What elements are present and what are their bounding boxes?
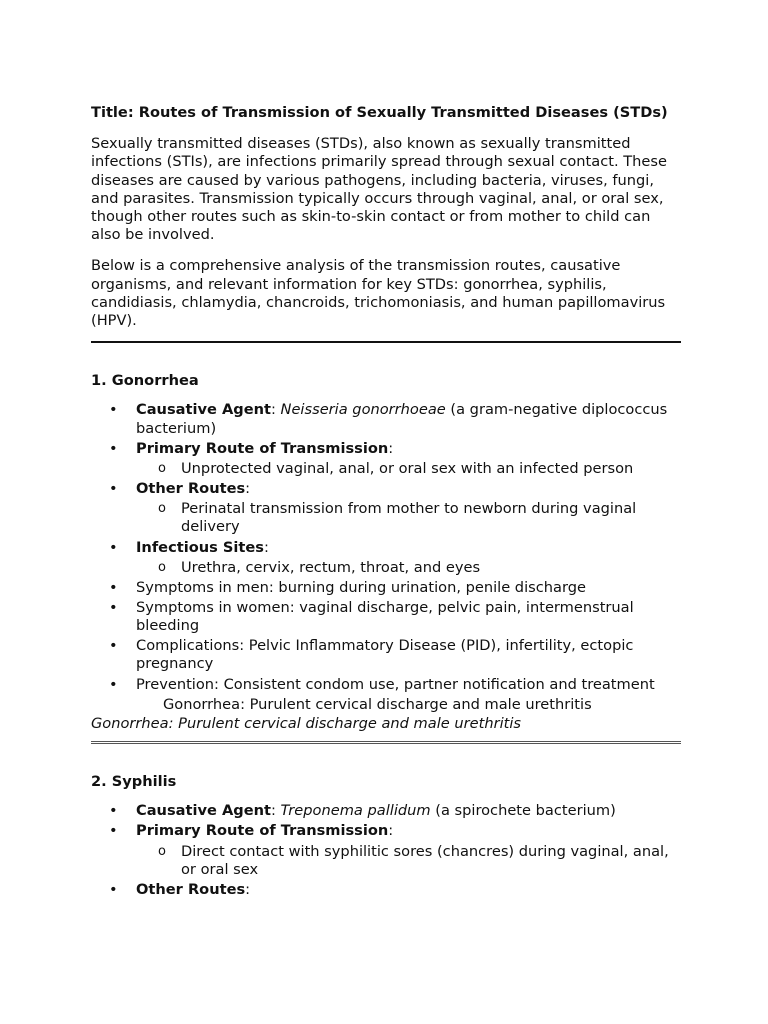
gonorrhea-list [91, 401, 681, 693]
list-item: • Other Routes: [91, 881, 681, 899]
section-gonorrhea [91, 372, 681, 733]
sub-list [136, 460, 681, 478]
sub-list [136, 500, 681, 536]
sub-list-item: o Perinatal transmission from mother to newborn during vaginal delivery [136, 500, 681, 536]
organism-description: (a spirochete bacterium) [430, 802, 616, 820]
sub-list [136, 843, 681, 879]
list-item: • Causative Agent: Treponema pallidum (a spirochete bacterium) [91, 802, 681, 820]
section-heading: 2. Syphilis [91, 773, 177, 791]
field-label: Primary Route of Transmission [136, 439, 389, 457]
organism-name: Neisseria gonorrhoeae [280, 401, 446, 419]
list-item: • Symptoms in women: vaginal discharge, pelvic pain, intermenstrual bleeding [91, 599, 681, 635]
intro-paragraph-1: Sexually transmitted diseases (STDs), also known as sexually transmitted infections (STIs), are infections primarily spread through sexual contact. These diseases are caused by various pathogens, including bacteria, viruses, fungi, and parasites. Transmission typically occurs through vaginal, anal, or oral sex, though other routes such as skin-to-skin contact or from mother to child can also be involved. [91, 135, 667, 244]
sub-list-item: o Direct contact with syphilitic sores (chancres) during vaginal, anal, or oral sex [136, 843, 681, 879]
list-item: • Infectious Sites: o Urethra, cervix, rectum, throat, and eyes [91, 539, 681, 577]
list-item: • Causative Agent: Neisseria gonorrhoeae (a gram-negative diplococcus bacterium) [91, 401, 681, 437]
syphilis-list [91, 802, 681, 899]
list-item: • Primary Route of Transmission: o Unprotected vaginal, anal, or oral sex with an infected person [91, 440, 681, 478]
list-item: • Complications: Pelvic Inflammatory Disease (PID), infertility, ectopic pregnancy [91, 637, 681, 673]
sub-list-item: o Urethra, cervix, rectum, throat, and eyes [136, 559, 681, 577]
image-alt-text: Gonorrhea: Purulent cervical discharge and male urethritis [163, 695, 592, 713]
field-label: Primary Route of Transmission [136, 822, 389, 840]
section-divider [91, 741, 681, 744]
field-label: Causative Agent [136, 802, 271, 820]
document-body [91, 104, 681, 901]
list-item: • Prevention: Consistent condom use, partner notification and treatment [91, 676, 681, 694]
sub-list-item: o Unprotected vaginal, anal, or oral sex with an infected person [136, 460, 681, 478]
field-label: Causative Agent [136, 401, 271, 419]
list-item: • Primary Route of Transmission: o Direct contact with syphilitic sores (chancres) during vaginal, anal, or oral sex [91, 822, 681, 879]
organism-name: Treponema pallidum [280, 802, 431, 820]
section-divider [91, 341, 681, 343]
section-syphilis [91, 773, 681, 899]
document-title: Title: Routes of Transmission of Sexually Transmitted Diseases (STDs) [91, 104, 668, 121]
list-item: • Other Routes: o Perinatal transmission from mother to newborn during vaginal delivery [91, 480, 681, 537]
intro-paragraph-2: Below is a comprehensive analysis of the transmission routes, causative organisms, and relevant information for key STDs: gonorrhea, syphilis, candidiasis, chlamydia, chancroids, trichomoniasis, and human papillomavirus (HPV). [91, 257, 666, 330]
image-caption: Gonorrhea: Purulent cervical discharge and male urethritis [91, 714, 522, 732]
field-label: Infectious Sites [136, 538, 264, 556]
list-item: • Symptoms in men: burning during urination, penile discharge [91, 579, 681, 597]
organism-description: (a gram-negative diplococcus bacterium) [136, 401, 668, 437]
sub-list [136, 559, 681, 577]
section-heading: 1. Gonorrhea [91, 372, 199, 390]
field-label: Other Routes [136, 480, 246, 498]
field-label: Other Routes [136, 880, 246, 898]
